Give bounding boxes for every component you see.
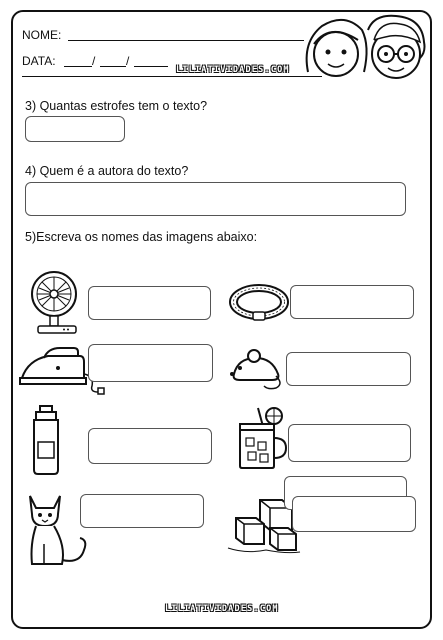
answer-box-fan[interactable] (88, 286, 211, 320)
brand-logo-text: LILIATIVIDADES.COM (176, 65, 290, 75)
answer-box-ice[interactable] (292, 496, 416, 532)
name-label: NOME: (22, 28, 62, 42)
answer-box-bottle[interactable] (88, 428, 212, 464)
date-label: DATA: (22, 54, 56, 68)
answer-box-lemonade[interactable] (288, 424, 411, 462)
name-line[interactable] (68, 40, 304, 41)
date-year-line[interactable] (134, 66, 168, 67)
kids-illustration-icon (300, 12, 430, 82)
question-3: 3) Quantas estrofes tem o texto? (25, 99, 208, 113)
footer-brand-text: LILIATIVIDADES.COM (165, 604, 279, 614)
answer-box-cat[interactable] (80, 494, 204, 528)
answer-box-iron[interactable] (88, 344, 213, 382)
bottle-icon (30, 404, 62, 476)
date-month-line[interactable] (100, 66, 126, 67)
lemonade-jar-icon (234, 406, 290, 470)
date-separator: / (126, 54, 130, 68)
date-day-line[interactable] (64, 66, 92, 67)
date-separator: / (92, 54, 96, 68)
fan-icon (28, 266, 84, 336)
answer-box-q3[interactable] (25, 116, 125, 142)
answer-box-collar[interactable] (290, 285, 414, 319)
question-4: 4) Quem é a autora do texto? (25, 164, 189, 178)
collar-icon (228, 282, 290, 322)
mouse-icon (228, 344, 286, 390)
answer-box-q4[interactable] (25, 182, 406, 216)
header-divider (22, 76, 322, 77)
question-5: 5)Escreva os nomes das imagens abaixo: (25, 230, 258, 244)
answer-box-mouse[interactable] (286, 352, 411, 386)
